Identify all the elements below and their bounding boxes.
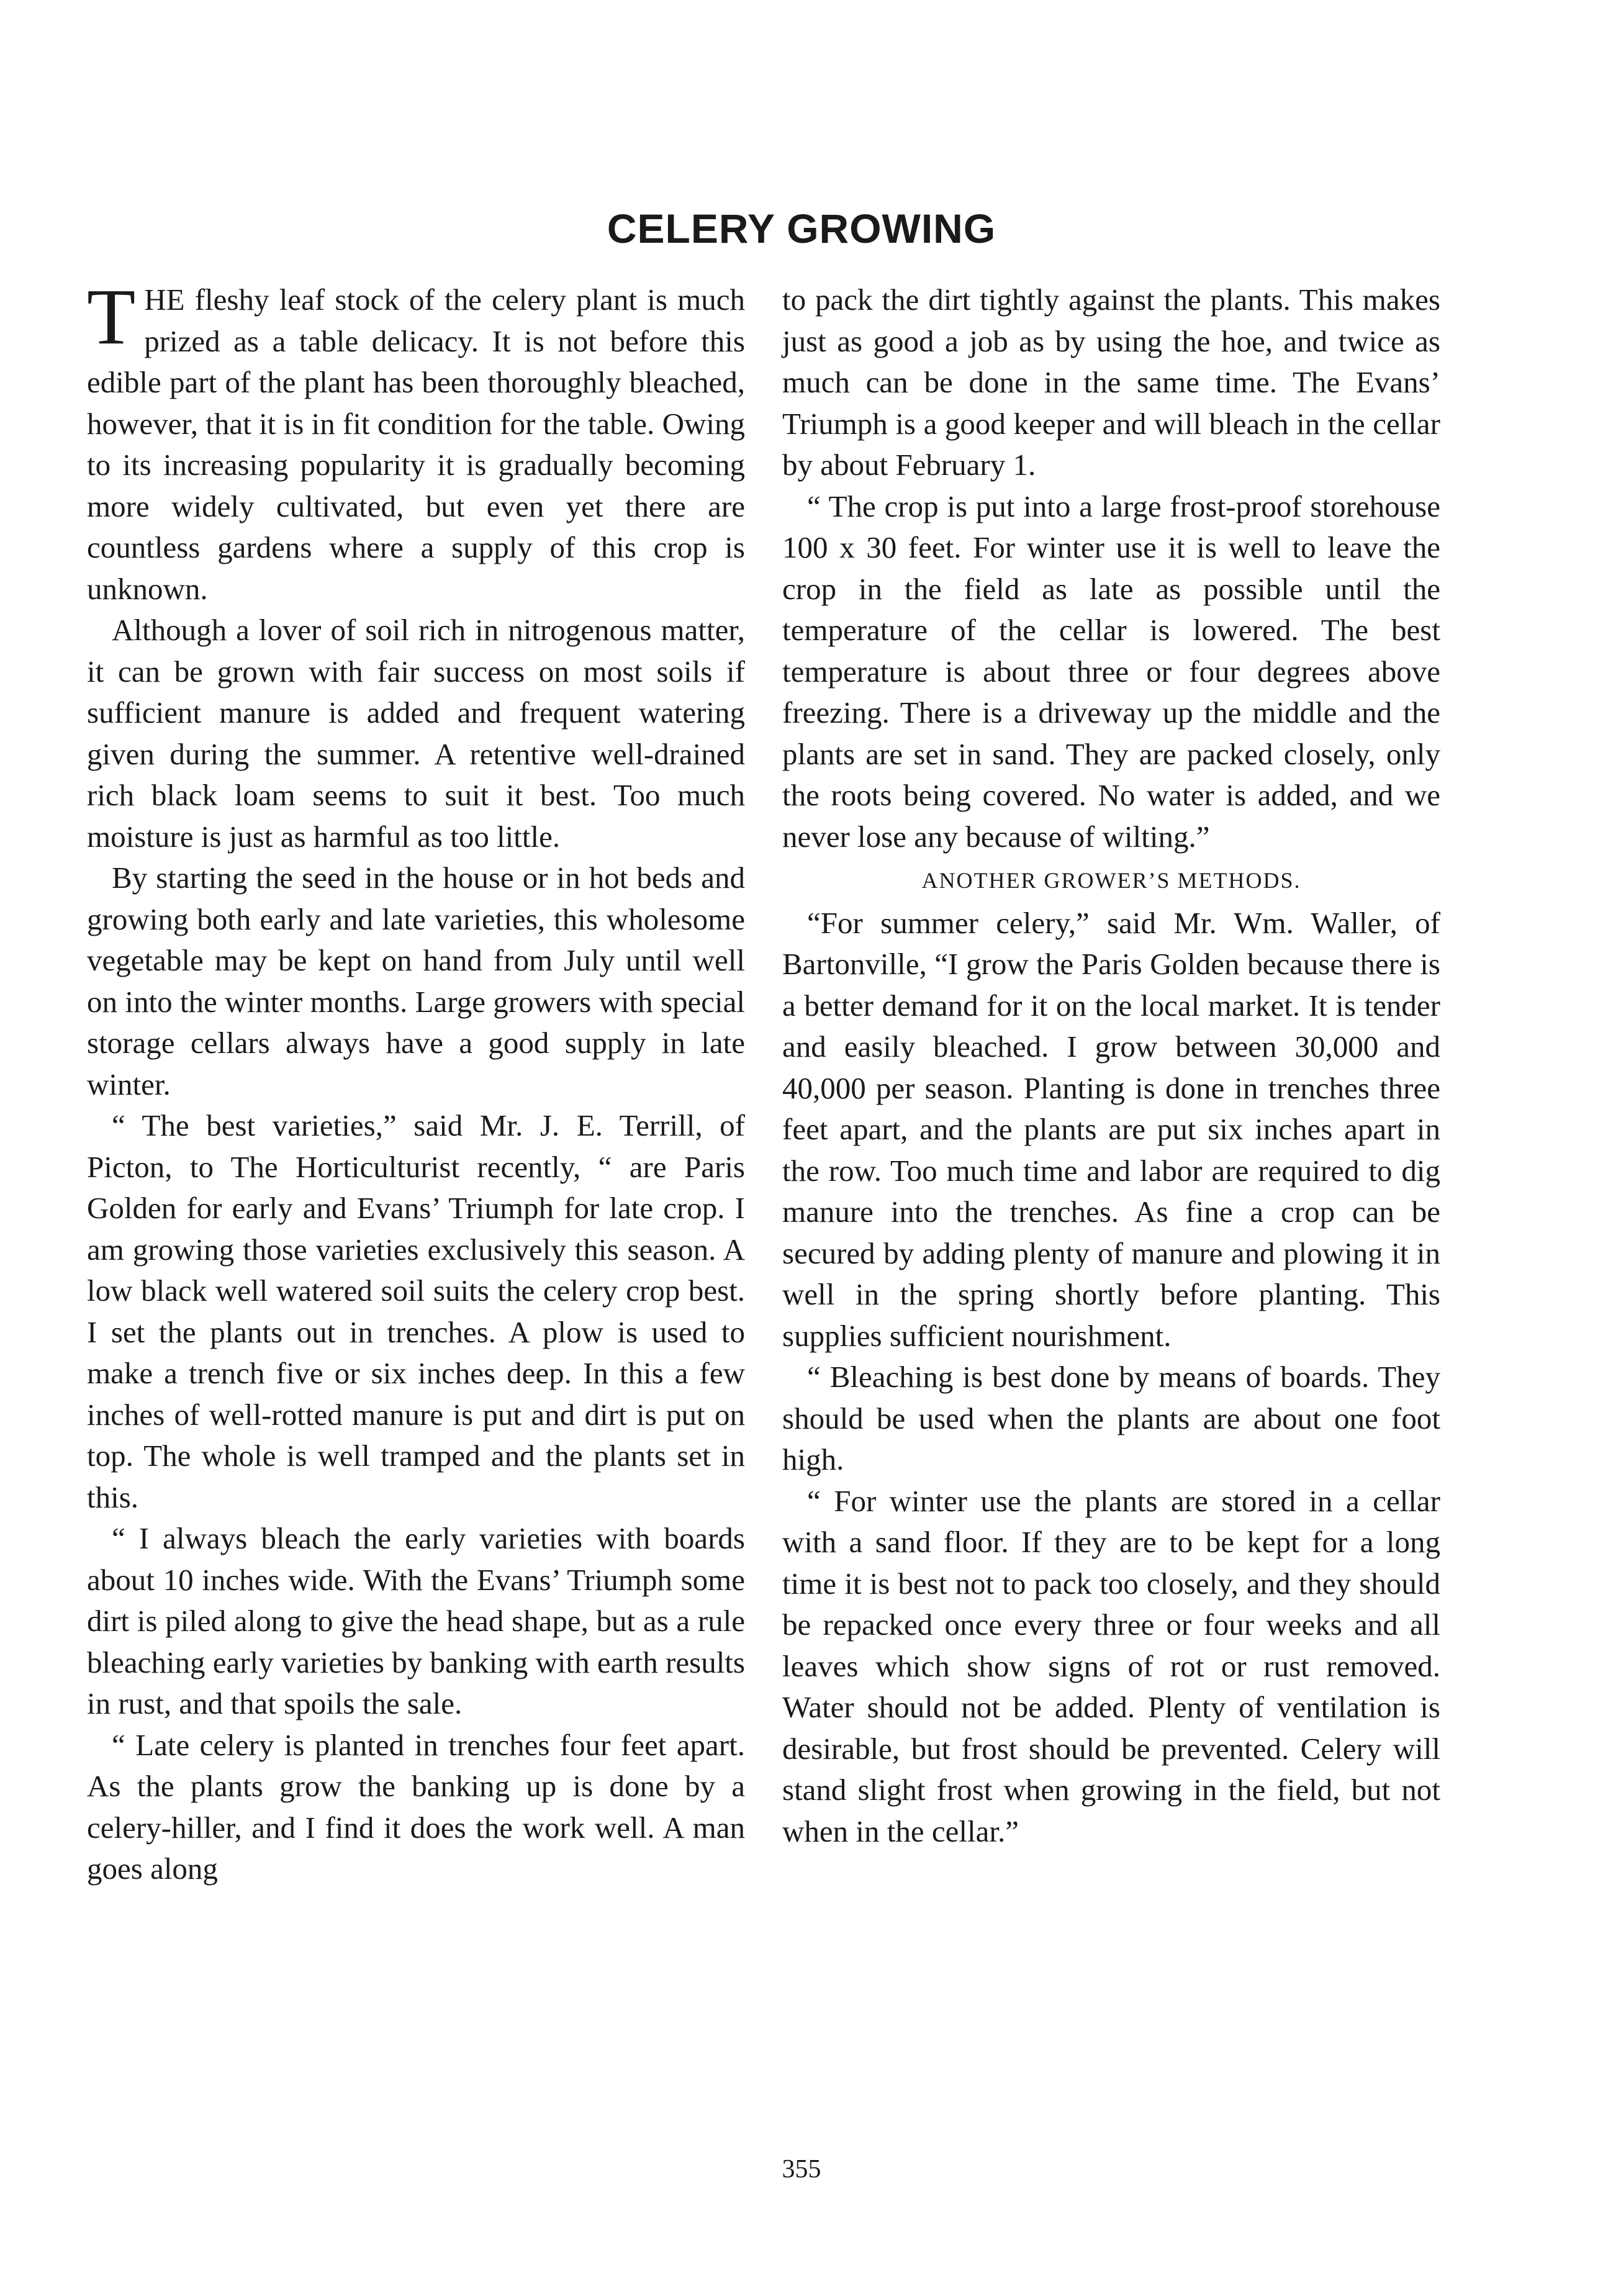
page-number: 355 xyxy=(782,2155,821,2184)
article-title: CELERY GROWING xyxy=(607,206,996,251)
paragraph: “ The best varieties,” said Mr. J. E. Terrill, of Picton, to The Horticulturist recently, “ are Paris Golden for early and Evans’ Triumph for late crop. I am growing those varieties exclusively this season. A low black well watered soil suits the celery crop best. I set the plants out in trenches. A plow is used to make a trench five or six inches deep. In this a few inches of well-rotted manure is put and dirt is put on top. The whole is well tramped and the plants set in this. xyxy=(87,1108,745,1514)
paragraph-intro xyxy=(87,273,745,610)
paragraph: “For summer celery,” said Mr. Wm. Waller, of Bartonville, “I grow the Paris Golden because there is a better demand for it on the local market. It is tender and easily bleached. I grow between 30,000 and 40,000 per season. Planting is done in trenches three feet apart, and the plants are put six inches apart in the row. Too much time and labor are required to dig manure into the trenches. As fine a crop can be secured by adding plenty of manure and plowing it in well in the spring shortly before planting. This supplies sufficient nourishment. xyxy=(782,905,1440,1353)
paragraph: “ For winter use the plants are stored in a cellar with a sand floor. If they are to be kept for a long time it is best not to pack too closely, and they should be repacked once every three or four weeks and all leaves which show signs of rot or rust removed. Water should not be added. Plenty of ventilation is desirable, but frost should be prevented. Celery will stand slight frost when growing in the field, but not when in the cellar.” xyxy=(782,1483,1440,1848)
section-subheading: ANOTHER GROWER’S METHODS. xyxy=(921,868,1301,893)
right-column xyxy=(782,279,1440,1852)
left-column xyxy=(87,273,745,1890)
paragraph: “ The crop is put into a large frost-proof storehouse 100 x 30 feet. For winter use it is well to leave the crop in the field as late as possible until the temperature of the cellar is lowered. The best temperature is about three or four degrees above freezing. There is a driveway up the middle and the plants are set in sand. They are packed closely, only the roots being covered. No water is added, and we never lose any because of wilting.” xyxy=(782,489,1440,854)
paragraph-text: HE fleshy leaf stock of the celery plant is much prized as a table delicacy. It is not before this edible part of the plant has been thoroughly bleached, however, that it is in fit condition for the table. Owing to its increasing popularity it is gradually becoming more widely cultivated, but even yet there are countless gardens where a supply of this crop is unknown. xyxy=(87,282,745,606)
paragraph: “ I always bleach the early varieties with boards about 10 inches wide. With the Evans’ Triumph some dirt is piled along to give the head shape, but as a rule bleaching early varieties by banking with earth results in rust, and that spoils the sale. xyxy=(87,1521,745,1720)
paragraph-continued: to pack the dirt tightly against the plants. This makes just as good a job as by using the hoe, and twice as much can be done in the same time. The Evans’ Triumph is a good keeper and will bleach in the cellar by about February 1. xyxy=(782,282,1440,482)
paragraph: By starting the seed in the house or in hot beds and growing both early and late varieties, this wholesome vegetable may be kept on hand from July until well on into the winter months. Large growers with special storage cellars always have a good supply in late winter. xyxy=(87,861,745,1101)
paragraph: “ Bleaching is best done by means of boards. They should be used when the plants are about one foot high. xyxy=(782,1360,1440,1476)
drop-cap: T xyxy=(87,273,136,361)
paragraph: “ Late celery is planted in trenches four feet apart. As the plants grow the banking up is done by a celery-hiller, and I find it does the work well. A man goes along xyxy=(87,1727,745,1886)
paragraph: Although a lover of soil rich in nitrogenous matter, it can be grown with fair success on most soils if sufficient manure is added and frequent watering given during the summer. A retentive well-drained rich black loam seems to suit it best. Too much moisture is just as harmful as too little. xyxy=(87,613,745,854)
